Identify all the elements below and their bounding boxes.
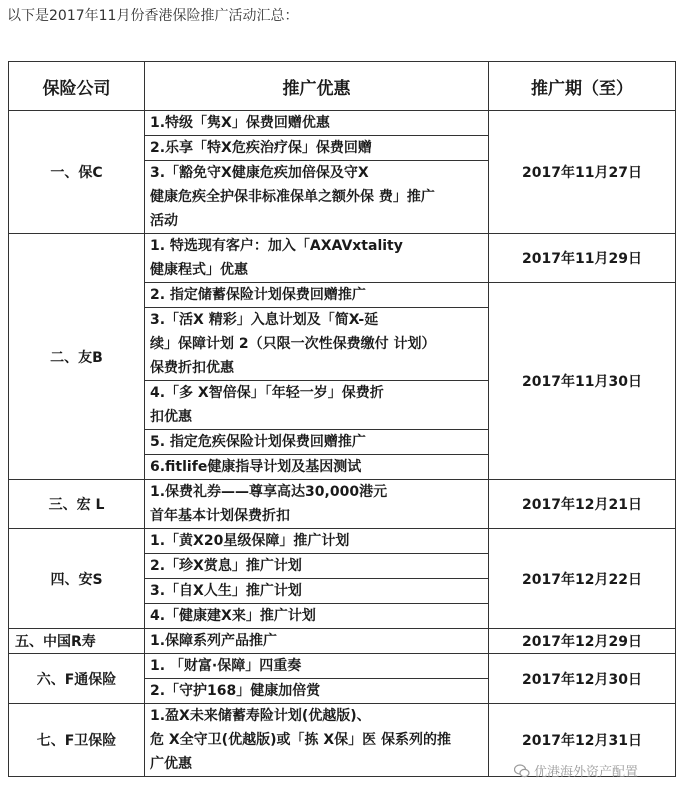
promotion-item: 3.「自X人生」推广计划 xyxy=(145,579,489,604)
table-row xyxy=(9,111,676,136)
period-cell: 2017年12月21日 xyxy=(489,480,676,529)
period-cell: 2017年11月30日 xyxy=(489,283,676,480)
promotion-item: 1.特级「隽X」保费回赠优惠 xyxy=(145,111,489,136)
watermark xyxy=(514,761,638,780)
table-row xyxy=(9,480,676,529)
promotion-item: 2.「珍X赏息」推广计划 xyxy=(145,554,489,579)
header-company: 保险公司 xyxy=(9,62,145,111)
company-cell: 三、宏 L xyxy=(9,480,145,529)
promotion-item: 1. 「财富·保障」四重奏 xyxy=(145,654,489,679)
company-cell: 四、安S xyxy=(9,529,145,629)
period-cell: 2017年12月22日 xyxy=(489,529,676,629)
period-cell: 2017年12月29日 xyxy=(489,629,676,654)
table-row xyxy=(9,654,676,679)
header-promotion: 推广优惠 xyxy=(145,62,489,111)
promotion-item: 1. 特选现有客户：加入「AXAVxtality 健康程式」优惠 xyxy=(145,234,489,283)
promotion-item: 2.乐享「特X危疾治疗保」保费回赠 xyxy=(145,136,489,161)
company-cell: 六、F通保险 xyxy=(9,654,145,704)
promotion-table xyxy=(8,61,676,777)
promotion-item: 3.「活X 精彩」入息计划及「简X-延 续」保障计划 2（只限一次性保费缴付 计划） 保费折扣优惠 xyxy=(145,308,489,381)
promotion-item: 1.「黄X20星级保障」推广计划 xyxy=(145,529,489,554)
promotion-item: 1.保障系列产品推广 xyxy=(145,629,489,654)
company-cell: 七、F卫保险 xyxy=(9,704,145,777)
promotion-item: 1.保费礼券——尊享高达30,000港元 首年基本计划保费折扣 xyxy=(145,480,489,529)
chat-bubbles-icon xyxy=(514,764,530,778)
promotion-item: 1.盈X未来储蓄寿险计划(优越版)、 危 X全守卫(优越版)或「拣 X保」医 保系列的推 广优惠 xyxy=(145,704,489,777)
period-cell: 2017年11月29日 xyxy=(489,234,676,283)
table-row xyxy=(9,529,676,554)
promotion-item: 2. 指定储蓄保险计划保费回赠推广 xyxy=(145,283,489,308)
period-cell: 2017年12月30日 xyxy=(489,654,676,704)
company-cell: 二、友B xyxy=(9,234,145,480)
table-header-row xyxy=(9,62,676,111)
period-cell: 2017年11月27日 xyxy=(489,111,676,234)
intro-text: 以下是2017年11月份香港保险推广活动汇总： xyxy=(7,8,299,24)
period-cell: 2017年12月31日 xyxy=(489,704,676,777)
watermark-text: 优港海外资产配置 xyxy=(534,765,639,780)
promotion-item: 3.「豁免守X健康危疾加倍保及守X 健康危疾全护保非标准保单之额外保 费」推广 活动 xyxy=(145,161,489,234)
company-cell: 五、中国R寿 xyxy=(9,629,145,654)
promotion-item: 6.fitlife健康指导计划及基因测试 xyxy=(145,455,489,480)
promotion-item: 2.「守护168」健康加倍赏 xyxy=(145,679,489,704)
header-period: 推广期（至） xyxy=(489,62,676,111)
promotion-item: 4.「多 X智倍保」「年轻一岁」保费折 扣优惠 xyxy=(145,381,489,430)
table-row xyxy=(9,629,676,654)
table-row xyxy=(9,234,676,283)
company-cell: 一、保C xyxy=(9,111,145,234)
promotion-item: 5. 指定危疾保险计划保费回赠推广 xyxy=(145,430,489,455)
promotion-item: 4.「健康建X来」推广计划 xyxy=(145,604,489,629)
